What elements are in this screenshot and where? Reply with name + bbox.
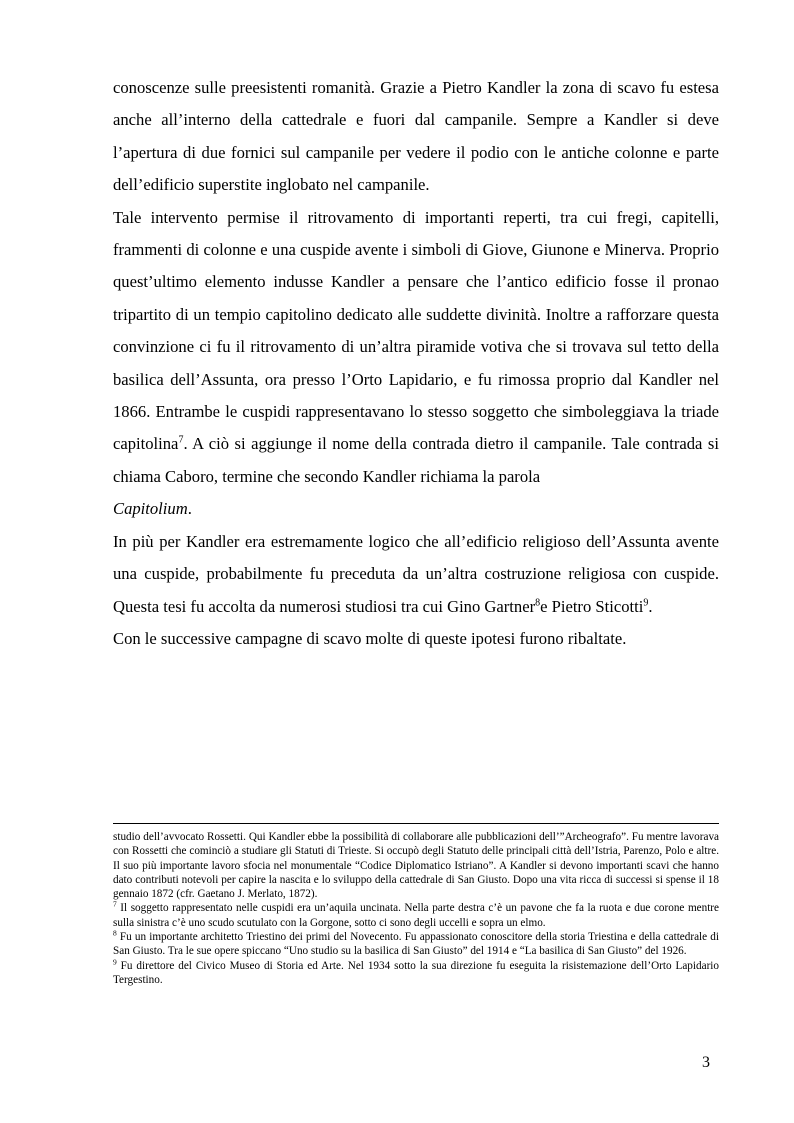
footnote-number: 9	[113, 956, 117, 966]
page-number: 3	[702, 1054, 710, 1071]
footnote-9: $^9$ Fu direttore del Civico Museo di Storia ed Arte. Nel 1934 sotto la sua direzione fu eseguita la risistemazione dell’Orto Lapidario Tergestino.	[113, 956, 719, 986]
paragraph-1: conoscenze sulle preesistenti romanità. Grazie a Pietro Kandler la zona di scavo fu estesa anche all’interno della cattedrale e fuori dal campanile. Sempre a Kandler si deve l’apertura di due fornici sul campanile per vedere il podio con le antiche colonne e parte dell’edificio superstite inglobato nel campanile.	[113, 78, 719, 195]
footnote-separator	[113, 823, 719, 824]
footnote-ref-8[interactable]: 8	[535, 596, 541, 608]
main-text	[113, 72, 719, 655]
footnote-number: 8	[113, 928, 117, 938]
footnote-8: $^8$ Fu un importante architetto Triestino dei primi del Novecento. Fu appassionato conoscitore della storia Triestina e della cattedrale di San Giusto. Tra le sue opere spiccano “Uno studio su la basilica di San Giusto” del 1914 e “La basilica di San Giusto” del 1926.	[113, 928, 719, 958]
paragraph-2: Tale intervento permise il ritrovamento di importanti reperti, tra cui fregi, capitelli, frammenti di colonne e una cuspide avente i simboli di Giove, Giunone e Minerva. Proprio quest’ultimo elemento indusse Kandler a pensare che l’antico edificio fosse il pronao tripartito di un tempio capitolino dedicato alle suddette divinità. Inoltre a rafforzare questa convinzione ci fu il ritrovamento di un’altra piramide votiva che si trovava sul tetto della basilica dell’Assunta, ora presso l’Orto Lapidario, e fu rimossa proprio dal Kandler nel 1866. Entrambe le cuspidi rappresentavano lo stesso soggetto che simboleggiava la triade capitolina$^7$. A ciò si aggiunge il nome della contrada dietro il campanile. Tale contrada si chiama Caboro, termine che secondo Kandler richiama la parola Capitolium.	[113, 207, 719, 519]
footnote-ref-9[interactable]: 9	[643, 596, 649, 608]
italic-term: Capitolium	[113, 499, 188, 519]
footnotes	[113, 830, 719, 987]
footnote-number: 7	[113, 899, 117, 909]
paragraph-3: In più per Kandler era estremamente logico che all’edificio religioso dell’Assunta avente una cuspide, probabilmente fu preceduta da un’altra costruzione religiosa con cuspide. Questa tesi fu accolta da numerosi studiosi tra cui Gino Gartner$^8$e Pietro Sticotti$^9$.	[113, 531, 719, 616]
footnote-7: $^7$ Il soggetto rappresentato nelle cuspidi era un’aquila uncinata. Nella parte destra c’è un pavone che fa la ruota e due corone mentre sulla sinistra c’è uno scudo scutulato con la Gorgone, sotto ci sono degli uccelli e sopra un elmo.	[113, 899, 719, 929]
footnote-ref-7[interactable]: 7	[178, 434, 184, 446]
footnote-continuation: studio dell’avvocato Rossetti. Qui Kandler ebbe la possibilità di collaborare alle pubblicazioni dell’”Archeografo”. Fu mentre lavorava con Rossetti che cominciò a studiare gli Statuti di Trieste. Si occupò degli Statuto delle principali città dell’Istria, Parenzo, Polo e altre. Il suo più importante lavoro sfocia nel monumentale “Codice Diplomatico Istriano”. A Kandler si devono importanti scavi che hanno dato contributi notevoli per capire la nascita e lo sviluppo della cattedrale di San Giusto. Dopo una vita ricca di successi si spense il 18 gennaio 1872 (cfr. Gaetano J. Merlato, 1872).	[113, 831, 719, 901]
paragraph-4: Con le successive campagne di scavo molte di queste ipotesi furono ribaltate.	[113, 628, 627, 648]
